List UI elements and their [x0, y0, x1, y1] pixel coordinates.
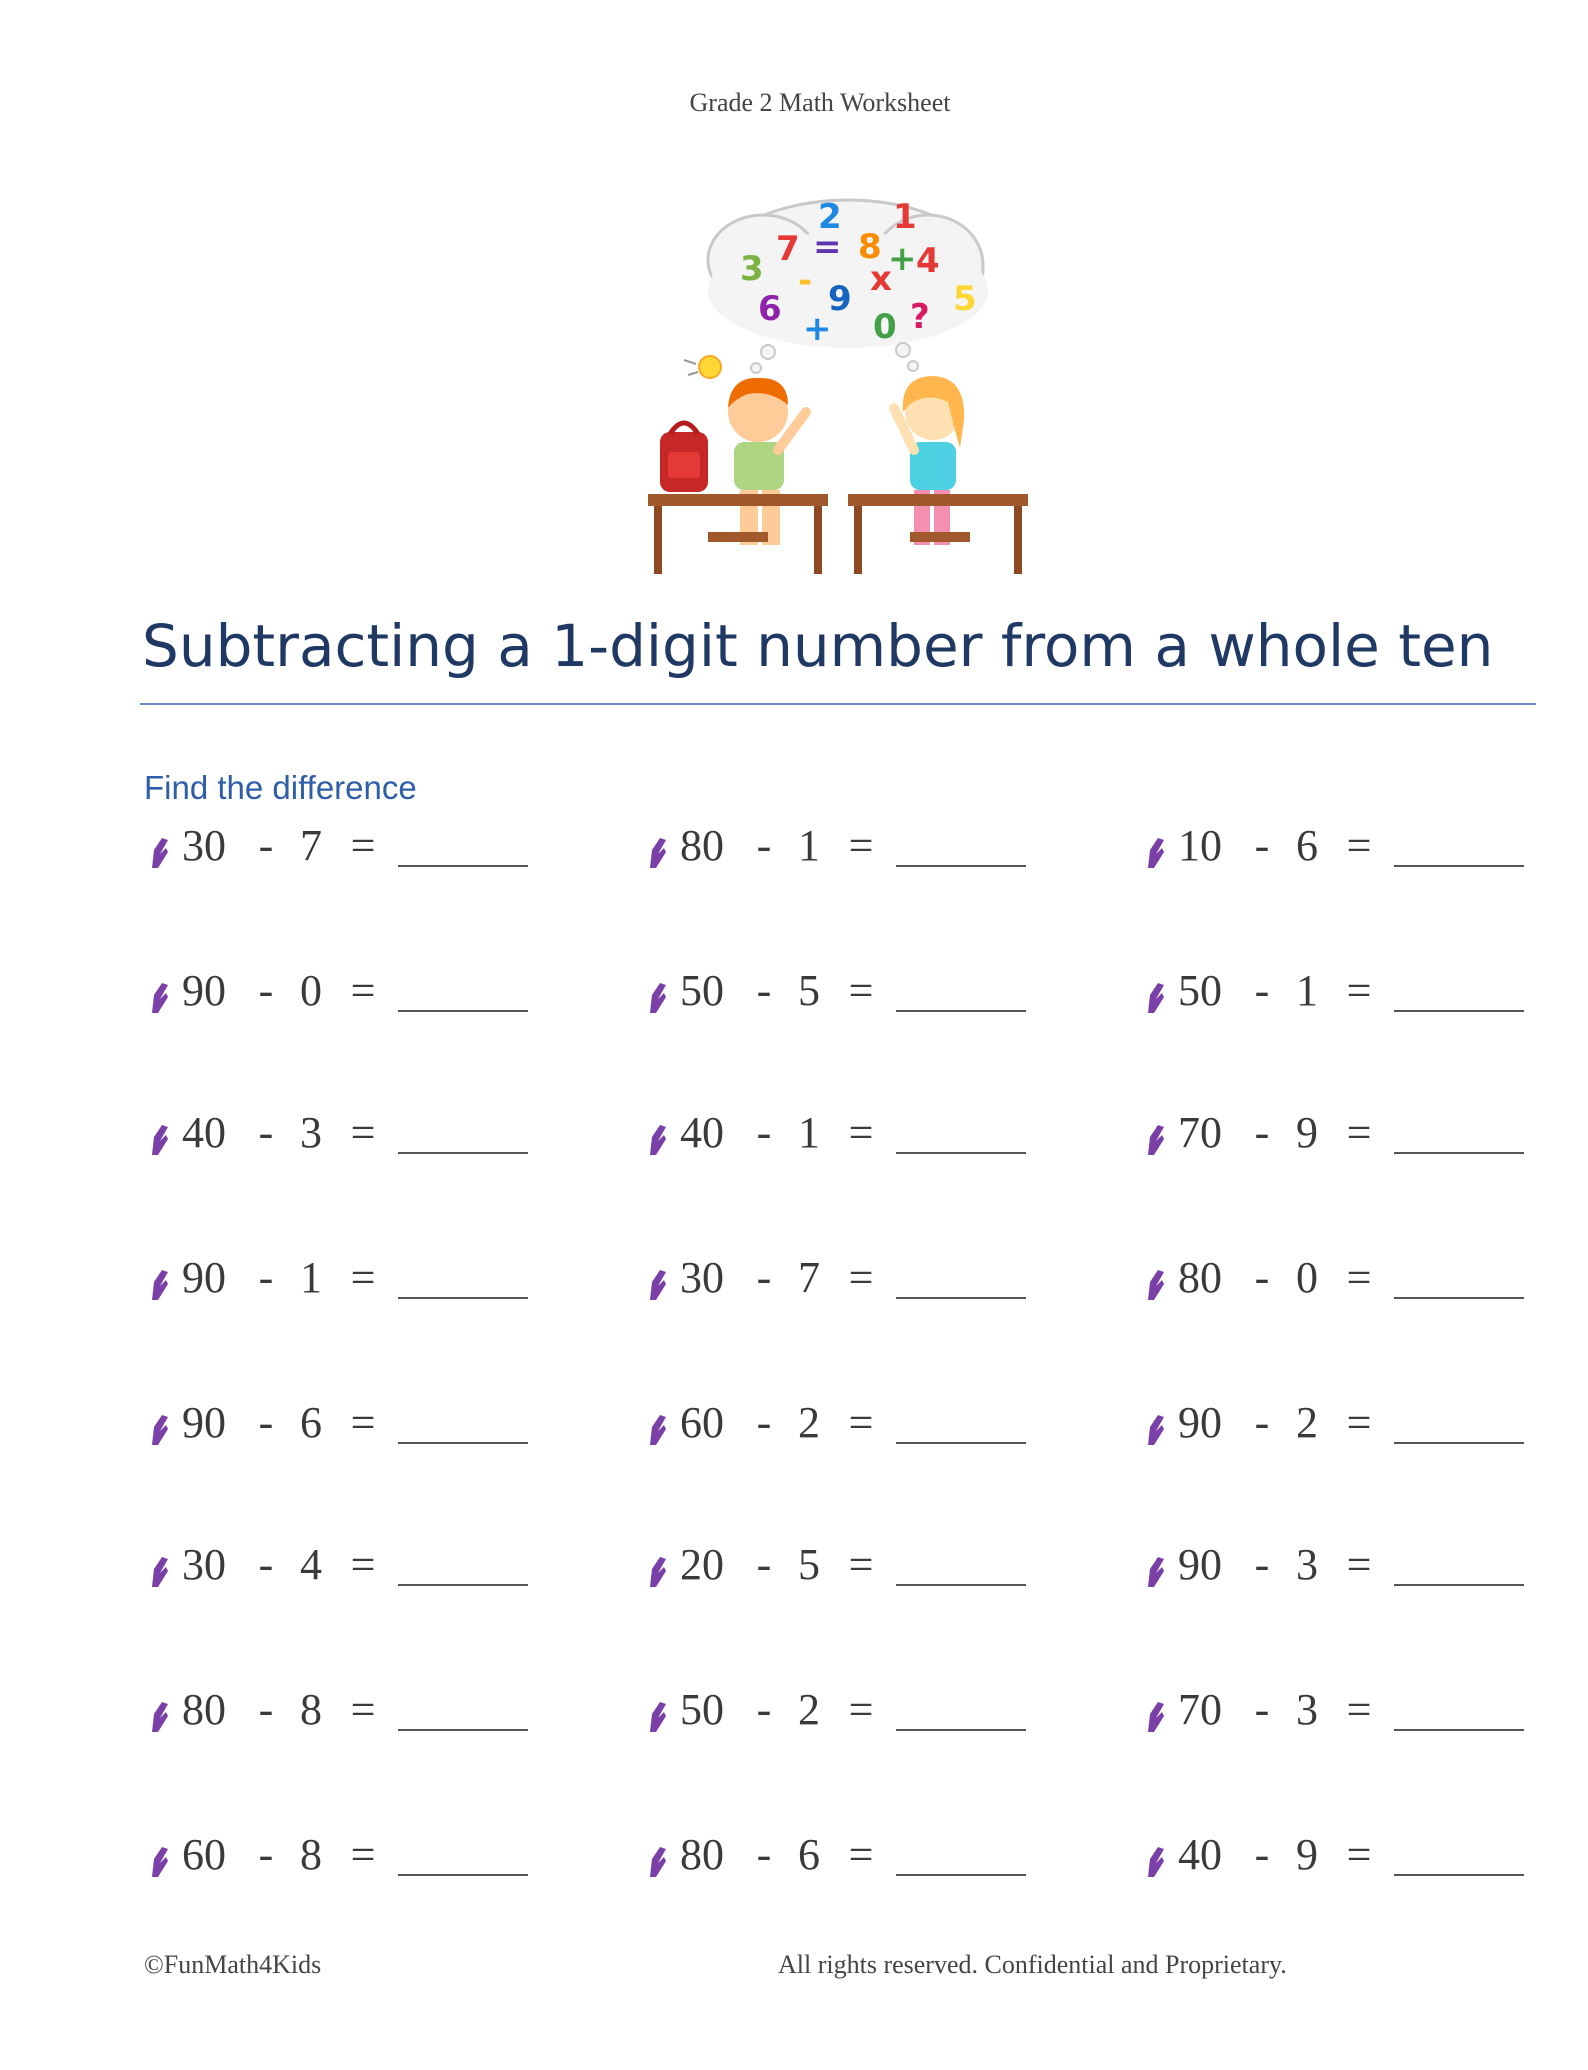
equals-sign: = [350, 1685, 376, 1734]
subtraction-problem [646, 1829, 1046, 1889]
equals-sign: = [1346, 1540, 1372, 1589]
minus-sign: - [1254, 821, 1270, 870]
subtrahend: 6 [1296, 821, 1318, 870]
subtrahend: 6 [300, 1398, 322, 1447]
subtrahend: 3 [1296, 1540, 1318, 1589]
equals-sign: = [350, 1108, 376, 1157]
equals-sign: = [1346, 821, 1372, 870]
instruction-text: Find the difference [144, 769, 417, 806]
cloud-glyph: - [798, 261, 813, 301]
lightbulb-icon [684, 356, 721, 378]
minus-sign: - [756, 1253, 772, 1302]
minus-sign: - [756, 966, 772, 1015]
equals-sign: = [848, 821, 874, 870]
pencil-bullet-icon [646, 1845, 670, 1879]
answer-blank[interactable] [896, 1729, 1026, 1731]
minuend: 40 [680, 1108, 724, 1157]
minuend: 80 [1178, 1253, 1222, 1302]
pencil-bullet-icon [646, 1268, 670, 1302]
minus-sign: - [1254, 1108, 1270, 1157]
minus-sign: - [1254, 1398, 1270, 1447]
minuend: 90 [182, 1253, 226, 1302]
footer-copyright: ©FunMath4Kids [144, 1950, 322, 1979]
minus-sign: - [258, 1540, 274, 1589]
answer-blank[interactable] [896, 1442, 1026, 1444]
minus-sign: - [756, 1398, 772, 1447]
minuend: 30 [680, 1253, 724, 1302]
answer-blank[interactable] [398, 1874, 528, 1876]
equals-sign: = [350, 966, 376, 1015]
equals-sign: = [848, 1540, 874, 1589]
equals-sign: = [350, 821, 376, 870]
subtrahend: 8 [300, 1830, 322, 1879]
answer-blank[interactable] [398, 1010, 528, 1012]
minuend: 60 [680, 1398, 724, 1447]
pencil-bullet-icon [646, 1555, 670, 1589]
subtrahend: 2 [1296, 1398, 1318, 1447]
equals-sign: = [848, 1108, 874, 1157]
pencil-bullet-icon [646, 1413, 670, 1447]
equals-sign: = [848, 1830, 874, 1879]
subtraction-problem [148, 965, 548, 1025]
answer-blank[interactable] [398, 1297, 528, 1299]
answer-blank[interactable] [896, 1874, 1026, 1876]
minuend: 40 [182, 1108, 226, 1157]
subtraction-problem [1144, 820, 1544, 880]
minus-sign: - [258, 821, 274, 870]
minuend: 40 [1178, 1830, 1222, 1879]
pencil-bullet-icon [148, 981, 172, 1015]
answer-blank[interactable] [398, 1152, 528, 1154]
answer-blank[interactable] [1394, 1584, 1524, 1586]
subtrahend: 0 [300, 966, 322, 1015]
subtraction-problem [1144, 1539, 1544, 1599]
pencil-bullet-icon [646, 1123, 670, 1157]
equals-sign: = [1346, 1398, 1372, 1447]
cloud-glyph: + [803, 309, 832, 349]
minus-sign: - [756, 1830, 772, 1879]
minuend: 70 [1178, 1685, 1222, 1734]
pencil-bullet-icon [1144, 836, 1168, 870]
minuend: 30 [182, 1540, 226, 1589]
subtraction-problem [148, 820, 548, 880]
minus-sign: - [258, 1253, 274, 1302]
subtrahend: 6 [798, 1830, 820, 1879]
cloud-glyph: 1 [893, 197, 917, 237]
pencil-bullet-icon [1144, 1413, 1168, 1447]
cloud-glyph: 8 [858, 227, 882, 267]
subtraction-problem [148, 1397, 548, 1457]
answer-blank[interactable] [896, 1584, 1026, 1586]
subtrahend: 2 [798, 1685, 820, 1734]
equals-sign: = [350, 1830, 376, 1879]
pencil-bullet-icon [148, 836, 172, 870]
pencil-bullet-icon [148, 1413, 172, 1447]
answer-blank[interactable] [896, 1152, 1026, 1154]
subtrahend: 3 [1296, 1685, 1318, 1734]
subtraction-problem [148, 1252, 548, 1312]
subtrahend: 8 [300, 1685, 322, 1734]
backpack-icon [660, 423, 708, 492]
answer-blank[interactable] [1394, 1010, 1524, 1012]
subtraction-problem [646, 1539, 1046, 1599]
answer-blank[interactable] [1394, 865, 1524, 867]
minus-sign: - [1254, 1253, 1270, 1302]
minus-sign: - [258, 966, 274, 1015]
minus-sign: - [756, 1685, 772, 1734]
title-divider [140, 703, 1536, 705]
cloud-glyph: 9 [828, 279, 852, 319]
subtrahend: 7 [300, 821, 322, 870]
subtraction-problem [1144, 1107, 1544, 1167]
pencil-bullet-icon [148, 1123, 172, 1157]
answer-blank[interactable] [1394, 1442, 1524, 1444]
subtraction-problem [1144, 1252, 1544, 1312]
subtrahend: 7 [798, 1253, 820, 1302]
minuend: 30 [182, 821, 226, 870]
subtraction-problem [148, 1107, 548, 1167]
minuend: 20 [680, 1540, 724, 1589]
subtraction-problem [646, 1252, 1046, 1312]
equals-sign: = [350, 1398, 376, 1447]
minuend: 50 [680, 1685, 724, 1734]
minus-sign: - [1254, 1540, 1270, 1589]
minuend: 90 [1178, 1398, 1222, 1447]
minus-sign: - [756, 821, 772, 870]
cloud-glyph: 5 [953, 279, 977, 319]
equals-sign: = [848, 1253, 874, 1302]
cloud-glyph: ? [910, 297, 930, 337]
answer-blank[interactable] [1394, 1152, 1524, 1154]
subtrahend: 9 [1296, 1108, 1318, 1157]
problem-grid [148, 820, 1548, 1910]
cloud-glyph: 7 [776, 229, 800, 269]
subtrahend: 3 [300, 1108, 322, 1157]
subtraction-problem [1144, 1829, 1544, 1889]
pencil-bullet-icon [1144, 1268, 1168, 1302]
subtraction-problem [148, 1539, 548, 1599]
answer-blank[interactable] [398, 1584, 528, 1586]
subtraction-problem [646, 965, 1046, 1025]
subtrahend: 1 [798, 1108, 820, 1157]
subtrahend: 5 [798, 966, 820, 1015]
minuend: 60 [182, 1830, 226, 1879]
equals-sign: = [350, 1540, 376, 1589]
girl-figure [894, 376, 964, 545]
minuend: 70 [1178, 1108, 1222, 1157]
cloud-glyph: 3 [740, 249, 764, 289]
subtraction-problem [148, 1684, 548, 1744]
minuend: 90 [182, 1398, 226, 1447]
equals-sign: = [1346, 1685, 1372, 1734]
cloud-glyph: + [888, 239, 917, 279]
minus-sign: - [756, 1540, 772, 1589]
pencil-bullet-icon [148, 1268, 172, 1302]
minus-sign: - [258, 1108, 274, 1157]
equals-sign: = [350, 1253, 376, 1302]
pencil-bullet-icon [148, 1700, 172, 1734]
footer-rights: All rights reserved. Confidential and Proprietary. [778, 1950, 1287, 1979]
cloud-glyph: x [870, 259, 892, 299]
subtrahend: 4 [300, 1540, 322, 1589]
pencil-bullet-icon [646, 1700, 670, 1734]
pencil-bullet-icon [1144, 1123, 1168, 1157]
minus-sign: - [258, 1398, 274, 1447]
subtraction-problem [1144, 1397, 1544, 1457]
cloud-glyph: 4 [916, 241, 940, 281]
answer-blank[interactable] [896, 1297, 1026, 1299]
school-desks [648, 494, 1028, 574]
minuend: 10 [1178, 821, 1222, 870]
answer-blank[interactable] [398, 865, 528, 867]
minus-sign: - [756, 1108, 772, 1157]
minus-sign: - [258, 1830, 274, 1879]
subtraction-problem [148, 1829, 548, 1889]
minuend: 50 [680, 966, 724, 1015]
pencil-bullet-icon [646, 981, 670, 1015]
pencil-bullet-icon [1144, 1845, 1168, 1879]
minuend: 80 [182, 1685, 226, 1734]
minus-sign: - [1254, 1685, 1270, 1734]
pencil-bullet-icon [1144, 981, 1168, 1015]
equals-sign: = [1346, 966, 1372, 1015]
subtraction-problem [646, 820, 1046, 880]
cloud-glyph: 0 [873, 307, 897, 347]
answer-blank[interactable] [1394, 1297, 1524, 1299]
answer-blank[interactable] [1394, 1874, 1524, 1876]
equals-sign: = [848, 966, 874, 1015]
worksheet-header-title: Grade 2 Math Worksheet [689, 88, 951, 117]
minuend: 80 [680, 1830, 724, 1879]
equals-sign: = [1346, 1830, 1372, 1879]
answer-blank[interactable] [896, 1010, 1026, 1012]
subtraction-problem [1144, 965, 1544, 1025]
pencil-bullet-icon [646, 836, 670, 870]
answer-blank[interactable] [1394, 1729, 1524, 1731]
pencil-bullet-icon [148, 1845, 172, 1879]
answer-blank[interactable] [398, 1729, 528, 1731]
cloud-glyph: 2 [818, 197, 842, 237]
cloud-glyph: 6 [758, 289, 782, 329]
subtrahend: 1 [1296, 966, 1318, 1015]
subtrahend: 1 [798, 821, 820, 870]
minuend: 90 [182, 966, 226, 1015]
equals-sign: = [848, 1398, 874, 1447]
subtraction-problem [646, 1107, 1046, 1167]
equals-sign: = [1346, 1253, 1372, 1302]
pencil-bullet-icon [1144, 1700, 1168, 1734]
minus-sign: - [258, 1685, 274, 1734]
subtrahend: 0 [1296, 1253, 1318, 1302]
subtrahend: 5 [798, 1540, 820, 1589]
minuend: 50 [1178, 966, 1222, 1015]
kids-thinking-math-illustration [648, 180, 1038, 580]
minus-sign: - [1254, 966, 1270, 1015]
minuend: 80 [680, 821, 724, 870]
subtrahend: 2 [798, 1398, 820, 1447]
cloud-glyph: = [813, 227, 842, 267]
equals-sign: = [1346, 1108, 1372, 1157]
subtraction-problem [646, 1684, 1046, 1744]
subtrahend: 9 [1296, 1830, 1318, 1879]
subtrahend: 1 [300, 1253, 322, 1302]
equals-sign: = [848, 1685, 874, 1734]
pencil-bullet-icon [1144, 1555, 1168, 1589]
boy-figure [728, 378, 806, 545]
pencil-bullet-icon [148, 1555, 172, 1589]
minuend: 90 [1178, 1540, 1222, 1589]
subtraction-problem [1144, 1684, 1544, 1744]
minus-sign: - [1254, 1830, 1270, 1879]
answer-blank[interactable] [398, 1442, 528, 1444]
subtraction-problem [646, 1397, 1046, 1457]
worksheet-title: Subtracting a 1-digit number from a whole ten [142, 612, 1494, 680]
answer-blank[interactable] [896, 865, 1026, 867]
